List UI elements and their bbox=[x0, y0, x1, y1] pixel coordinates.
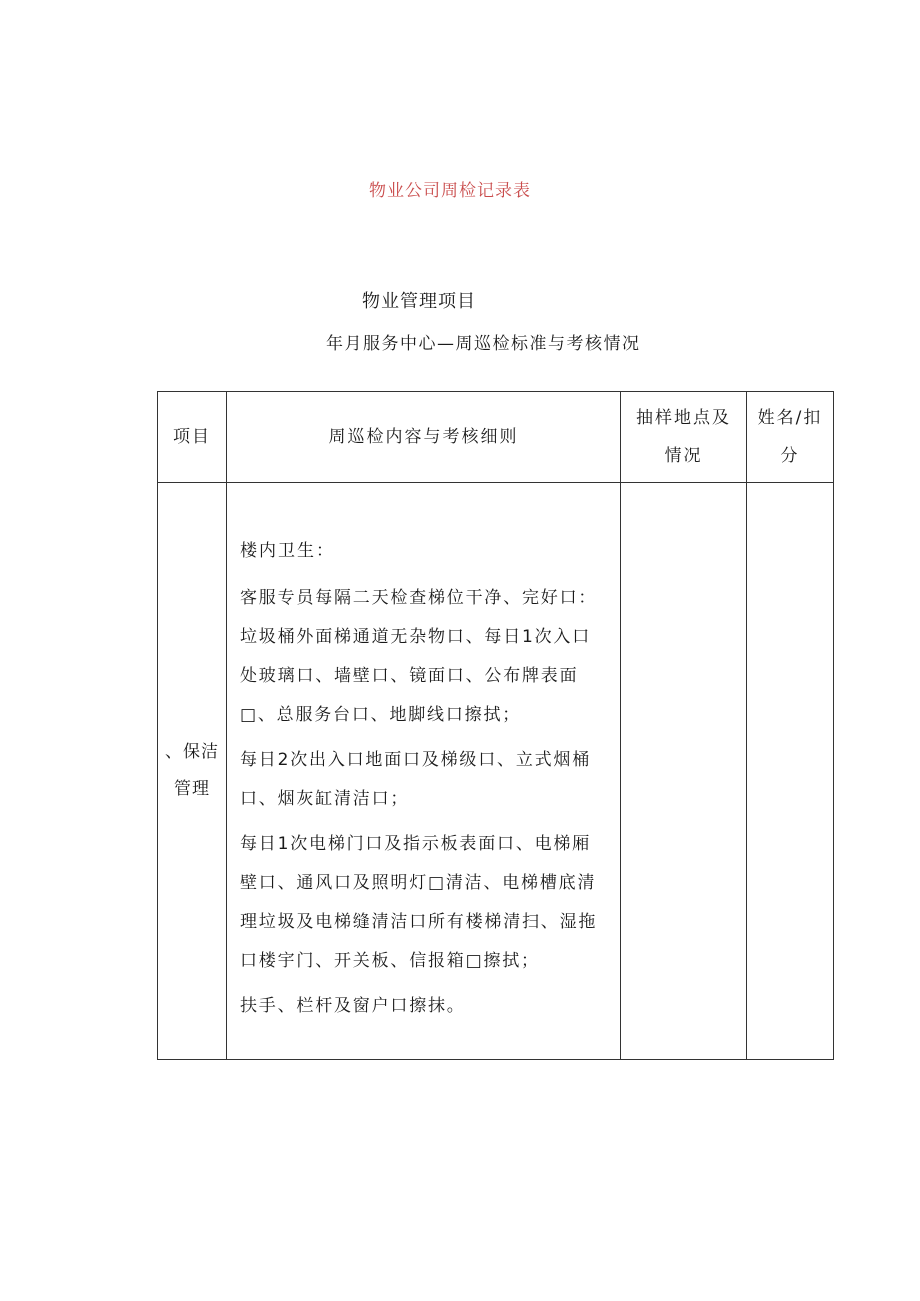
paragraph-line: □、总服务台口、地脚线口擦拭； bbox=[240, 705, 522, 725]
paragraph-line: 口、烟灰缸清洁口； bbox=[240, 789, 410, 809]
header-content: 周巡检内容与考核细则 bbox=[227, 392, 621, 483]
document-title: 物业公司周检记录表 bbox=[369, 181, 531, 201]
paragraph-line: 扶手、栏杆及窗户口擦抹。 bbox=[240, 996, 466, 1016]
header-score bbox=[747, 392, 834, 483]
header-sampling-line-1: 抽样地点及 bbox=[636, 408, 731, 428]
paragraph-line: 客服专员每隔二天检查梯位干净、完好口： bbox=[240, 588, 598, 608]
content-paragraph-3 bbox=[240, 825, 620, 981]
content-cell bbox=[227, 483, 621, 1060]
inspection-table bbox=[157, 391, 834, 1060]
paragraph-line: 每日1次电梯门口及指示板表面口、电梯厢 bbox=[240, 834, 592, 854]
period-subtitle: 年月服务中心—周巡检标准与考核情况 bbox=[326, 334, 641, 354]
paragraph-line: 处玻璃口、墙壁口、镜面口、公布牌表面 bbox=[240, 666, 579, 686]
item-line-2: 管理 bbox=[174, 779, 210, 799]
item-cell bbox=[158, 483, 227, 1060]
header-item: 项目 bbox=[158, 392, 227, 483]
score-cell[interactable] bbox=[747, 483, 834, 1060]
paragraph-line: 理垃圾及电梯缝清洁口所有楼梯清扫、湿拖 bbox=[240, 912, 598, 932]
header-sampling-line-2: 情况 bbox=[664, 446, 703, 466]
table-row bbox=[158, 483, 834, 1060]
section-label: 楼内卫生： bbox=[240, 541, 335, 561]
table-header-row bbox=[158, 392, 834, 483]
header-score-line-1: 姓名/扣 bbox=[757, 408, 823, 428]
item-line-1: 、保洁 bbox=[165, 742, 219, 762]
paragraph-line: 口楼宇门、开关板、信报箱□擦拭； bbox=[240, 951, 540, 971]
content-paragraph-1 bbox=[240, 579, 620, 735]
header-sampling bbox=[621, 392, 747, 483]
header-score-line-2: 分 bbox=[780, 446, 800, 466]
paragraph-line: 壁口、通风口及照明灯□清洁、电梯槽底清 bbox=[240, 873, 597, 893]
paragraph-line: 垃圾桶外面梯通道无杂物口、每日1次入口 bbox=[240, 627, 592, 647]
project-subtitle: 物业管理项目 bbox=[362, 291, 476, 312]
content-paragraph-4 bbox=[240, 987, 620, 1026]
paragraph-line: 每日2次出入口地面口及梯级口、立式烟桶 bbox=[240, 750, 592, 770]
content-paragraph-2 bbox=[240, 741, 620, 819]
sampling-cell[interactable] bbox=[621, 483, 747, 1060]
